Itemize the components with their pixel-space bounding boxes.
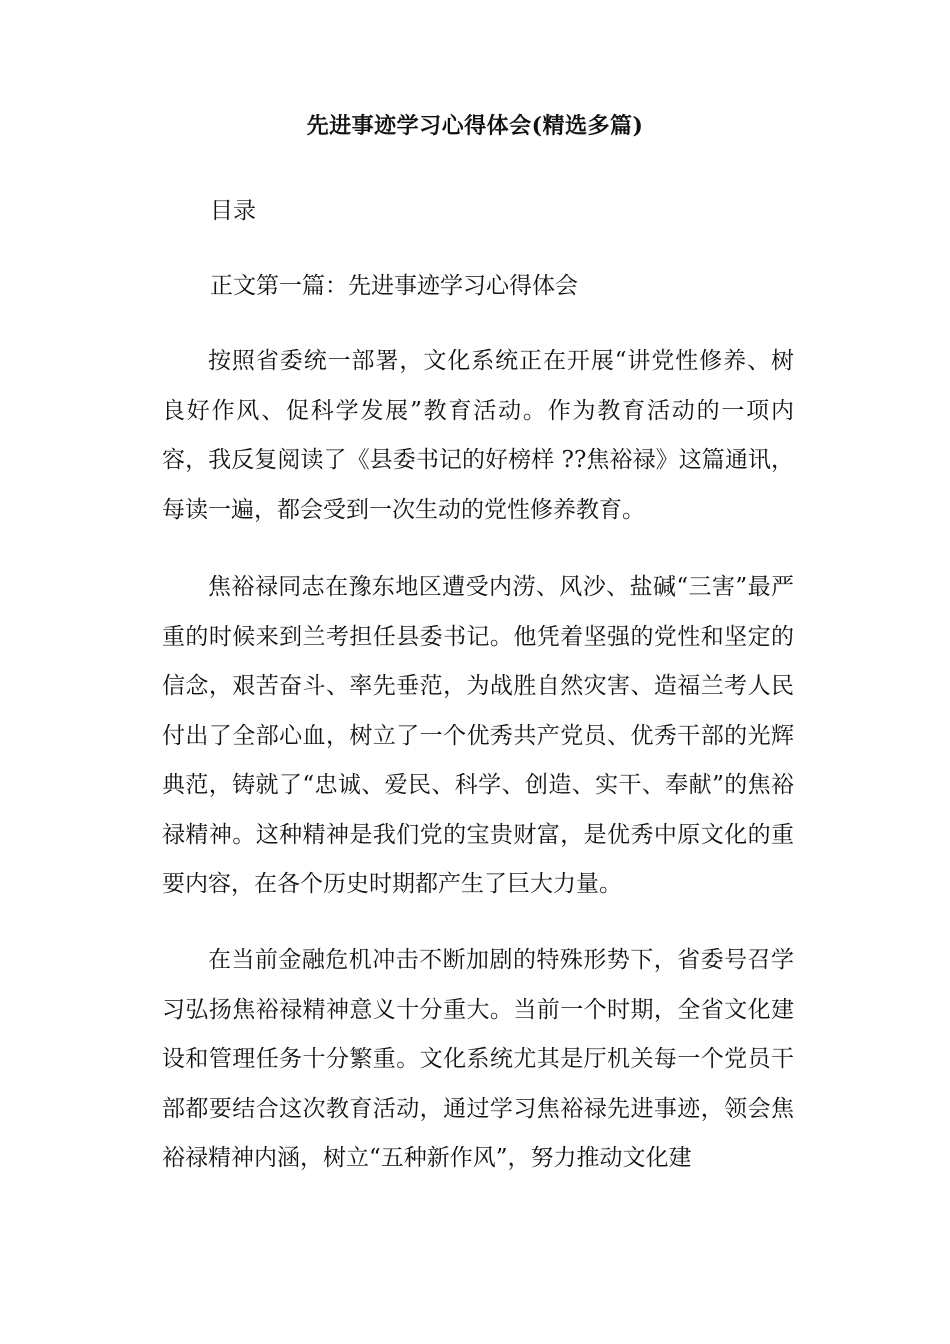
toc-label: 目录 (210, 198, 256, 224)
document-title: 先进事迹学习心得体会(精选多篇) (306, 113, 644, 139)
section-heading: 正文第一篇：先进事迹学习心得体会 (210, 273, 578, 299)
paragraph-2: 焦裕禄同志在豫东地区遭受内涝、风沙、盐碱“三害”最严重的时候来到兰考担任县委书记。他凭着坚强的党性和坚定的信念，艰苦奋斗、率先垂范，为战胜自然灾害、造福兰考人民付出了全部心血，树立了一个优秀共产党员、优秀干部的光辉典范，铸就了“忠诚、爱民、科学、创造、实干、奉献”的焦裕禄精神。这种精神是我们党的宝贵财富，是优秀中原文化的重要内容，在各个历史时期都产生了巨大力量。 (162, 574, 794, 897)
paragraph-3: 在当前金融危机冲击不断加剧的特殊形势下，省委号召学习弘扬焦裕禄精神意义十分重大。当前一个时期，全省文化建设和管理任务十分繁重。文化系统尤其是厅机关每一个党员干部都要结合这次教育活动，通过学习焦裕禄先进事迹，领会焦裕禄精神内涵，树立“五种新作风”，努力推动文化建 (162, 947, 794, 1171)
paragraph-1: 按照省委统一部署，文化系统正在开展“讲党性修养、树良好作风、促科学发展”教育活动。作为教育活动的一项内容，我反复阅读了《县委书记的好榜样 ??焦裕禄》这篇通讯，每读一遍，都会受到一次生动的党性修养教育。 (162, 348, 794, 523)
